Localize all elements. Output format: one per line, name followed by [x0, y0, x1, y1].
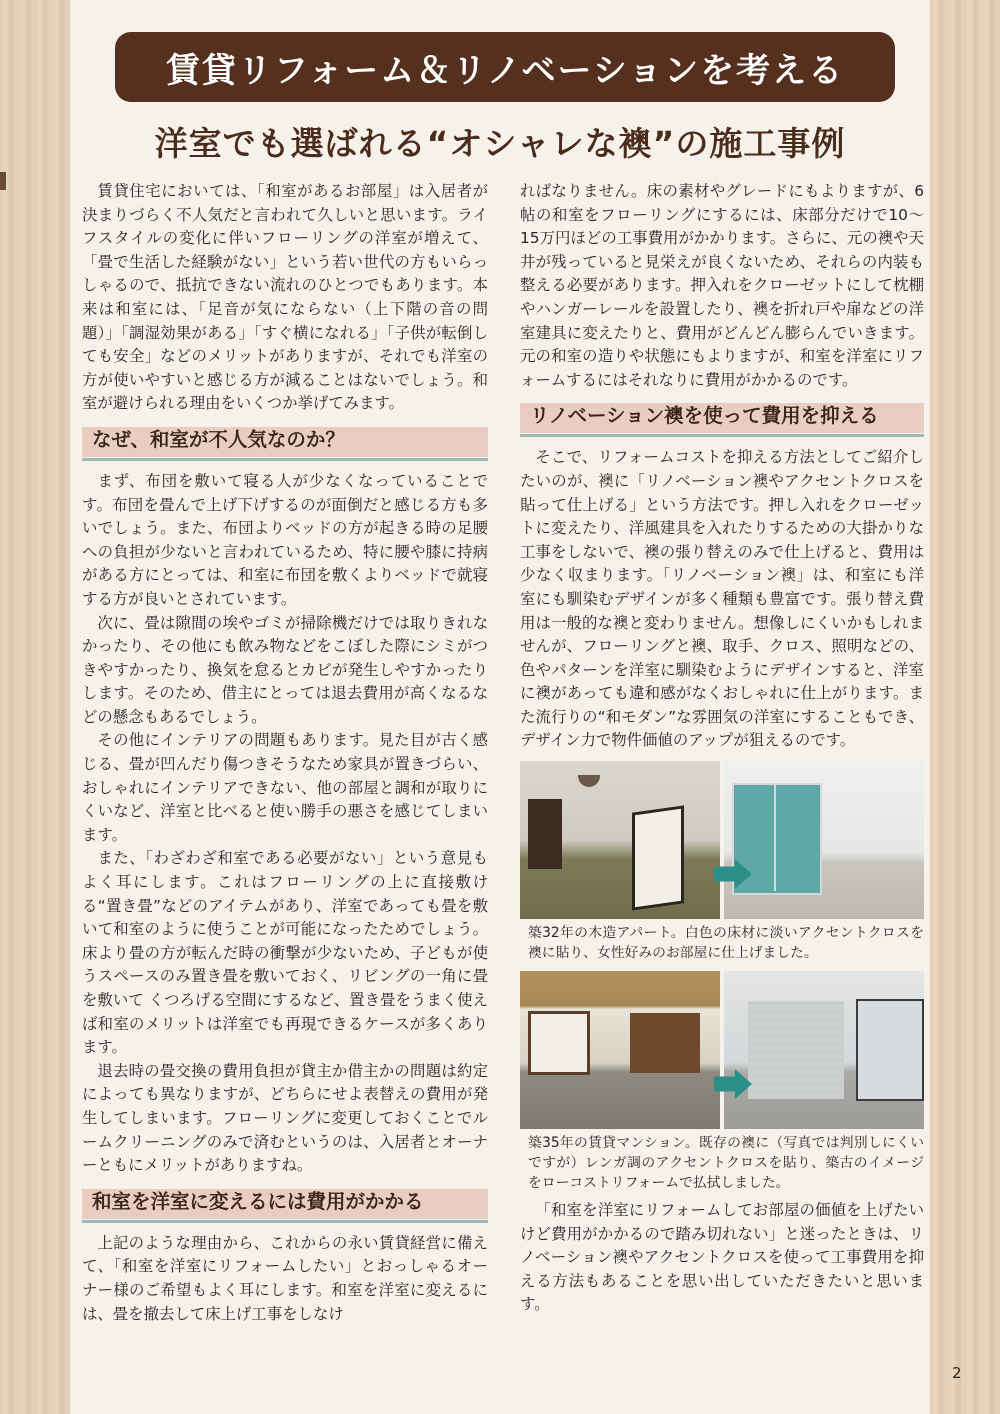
left-column — [82, 180, 488, 1326]
paragraph: 上記のような理由から、これからの永い賃貸経営に備えて、「和室を洋室にリフォームしたい」とおっしゃるオーナー様のご希望もよく耳にします。和室を洋室に変えるには、畳を撤去して床上げ工事をしなけ — [82, 1233, 488, 1323]
photo-caption: 築35年の賃貸マンション。既存の襖に（写真では判別しにくいですが）レンガ調のアクセントクロスを貼り、築古のイメージをローコストリフォームで払拭しました。 — [528, 1135, 924, 1192]
page-title: 洋室でも選ばれる“オシャレな襖”の施工事例 — [154, 124, 846, 163]
wood-border-left — [0, 0, 70, 1414]
paragraph-continued: ればなりません。床の素材やグレードにもよりますが、6帖の和室をフローリングにするには、床部分だけで10〜15万円ほどの工事費用がかかります。さらに、元の襖や天井が残っていると見栄えが良くないため、それらの内装も整える必要があります。押入れをクローゼットにして枕棚やハンガーレールを設置したり、襖を折れ戸や扉などの洋室建具に変えたりと、費用がどんどん膨らんでいきます。元の和室の造りや状態にもよりますが、和室を洋室にリフォームするにはそれなりに費用がかかるのです。 — [520, 182, 924, 389]
section-heading-text: なぜ、和室が不人気なのか？ — [92, 427, 345, 451]
photo-caption: 築32年の木造アパート。白色の床材に淡いアクセントクロスを襖に貼り、女性好みのお部屋に仕上げました。 — [528, 925, 924, 962]
page-number: 2 — [952, 1364, 962, 1382]
section-heading — [520, 401, 924, 437]
after-photo — [724, 761, 924, 919]
intro-paragraph: 賃貸住宅においては、「和室があるお部屋」は入居者が決まりづらく不人気だと言われて久しいと思います。ライフスタイルの変化に伴いフローリングの洋室が増えて、「畳で生活した経験がない」という若い世代の方もいらっしゃるので、抵抗できない流れのひとつでもあります。本来は和室には、「足音が気にならない（上下階の音の問題）」「調湿効果がある」「すぐ横になれる」「子供が転倒しても安全」などのメリットがありますが、それでも洋室の方が使いやすいと感じる方が減ることはないでしょう。和室が避けられる理由をいくつか挙げてみます。 — [82, 182, 488, 413]
photo-pair-1 — [520, 761, 924, 919]
after-photo — [724, 971, 924, 1129]
banner-title: 賃貸リフォーム＆リノベーションを考える — [115, 32, 895, 102]
paragraph: まず、布団を敷いて寝る人が少なくなっていることです。布団を畳んで上げ下げするのが面倒だと感じる方も多いでしょう。また、布団よりベッドの方が起きる時の足腰への負担が少ないと言われているため、特に腰や膝に持病がある方にとっては、和室に布団を敷くよりベッドで就寝する方が良いとされています。 — [82, 471, 488, 608]
edge-tab — [0, 172, 6, 190]
before-photo — [520, 761, 720, 919]
paragraph: 「和室を洋室にリフォームしてお部屋の価値を上げたいけど費用がかかるので踏み切れない」と迷ったときは、リノベーション襖やアクセントクロスを使って工事費用を抑える方法もあることを思い出していただきたいと思います。 — [520, 1201, 924, 1314]
section-heading-text: 和室を洋室に変えるには費用がかかる — [92, 1189, 424, 1213]
paragraph: その他にインテリアの問題もあります。見た目が古く感じる、畳が凹んだり傷つきそうなため家具が置きづらい、おしゃれにインテリアできない、他の部屋と調和が取りにくいなど、洋室と比べると使い勝手の悪さを感じてしまいます。 — [82, 731, 488, 844]
right-column — [520, 180, 924, 1317]
paragraph: 退去時の畳交換の費用負担が貸主か借主かの問題は約定によっても異なりますが、どちらにせよ表替えの費用が発生してしまいます。フローリングに変更しておくことでルームクリーニングのみで済むというのは、入居者とオーナーともにメリットがありますね。 — [82, 1061, 488, 1175]
before-photo — [520, 971, 720, 1129]
paragraph: そこで、リフォームコストを抑える方法としてご紹介したいのが、襖に「リノベーション襖やアクセントクロスを貼って仕上げる」という方法です。押し入れをクローゼットに変えたり、洋風建具を入れたりするための大掛かりな工事をしないで、襖の張り替えのみで仕上げると、費用は少なく収まります。「リノベーション襖」は、和室にも洋室にも馴染むデザインが多く種類も豊富です。張り替え費用は一般的な襖と変わりません。想像しにくいかもしれませんが、フローリングと襖、取手、クロス、照明などの、色やパターンを洋室に馴染むようにデザインすると、洋室に襖があっても違和感がなくおしゃれに仕上がります。また流行りの“和モダン”な雰囲気の洋室にすることもでき、デザイン力で物件価値のアップが狙えるのです。 — [520, 448, 924, 750]
paragraph: 次に、畳は隙間の埃やゴミが掃除機だけでは取りきれなかったり、その他にも飲み物などをこぼした際にシミがつきやすかったり、換気を怠るとカビが発生しやすかったりします。そのため、借主にとっては退去費用が高くなるなどの懸念もあるでしょう。 — [82, 613, 488, 726]
photo-pair-2 — [520, 971, 924, 1129]
section-heading — [82, 1187, 488, 1223]
wood-border-right — [930, 0, 1000, 1414]
section-heading — [82, 425, 488, 461]
section-heading-text: リノベーション襖を使って費用を抑える — [530, 404, 879, 428]
paragraph: また、「わざわざ和室である必要がない」という意見もよく耳にします。これはフローリングの上に直接敷ける“置き畳”などのアイテムがあり、洋室であっても畳を敷いて和室のように使うことが可能になったためでしょう。床より畳の方が転んだ時の衝撃が少ないため、子どもが使うスペースのみ置き畳を敷いておく、リビングの一角に畳を敷いて くつろげる空間にするなど、置き畳をうまく使えば和室のメリットは洋室でも再現できるケースが多くあります。 — [82, 849, 488, 1057]
